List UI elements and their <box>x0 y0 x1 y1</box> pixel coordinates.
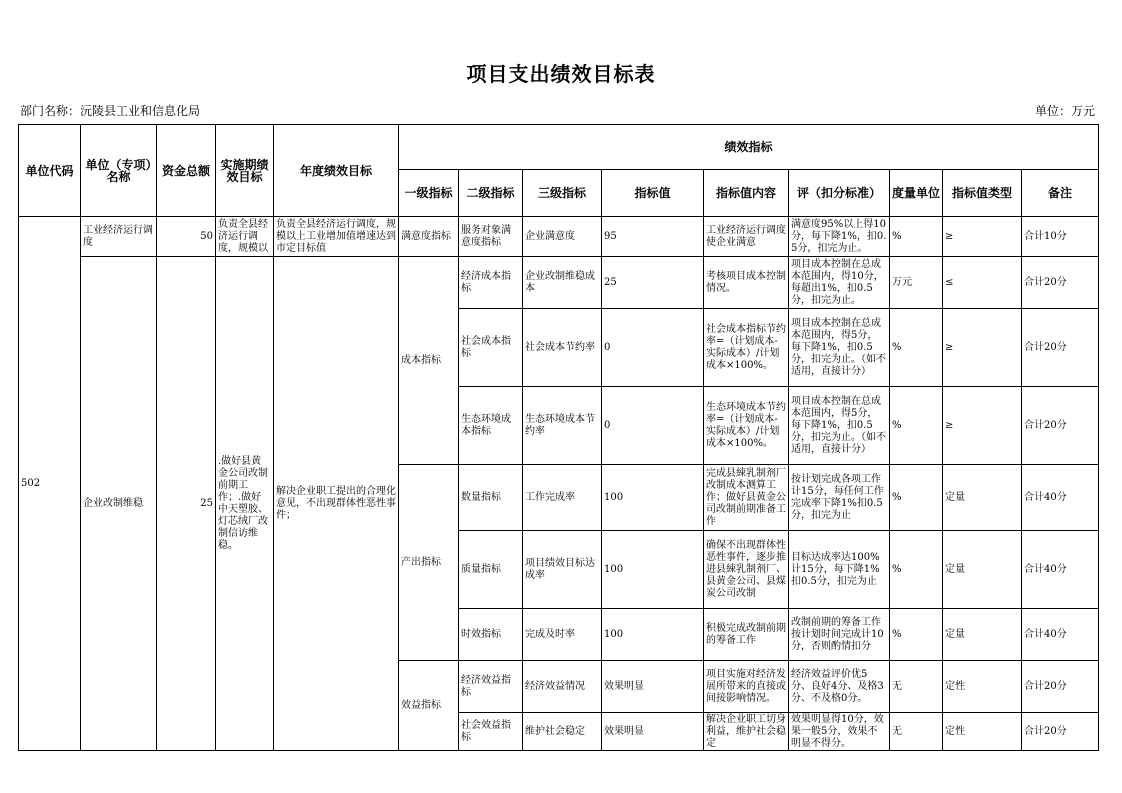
value-content-cell: 社会成本指标节约率=（计划成本-实际成本）/计划成本×100%。 <box>704 309 789 387</box>
department-name: 部门名称：沅陵县工业和信息化局 <box>20 104 201 118</box>
value-type-cell: ≥ <box>943 217 1022 257</box>
value-cell: 100 <box>602 465 704 531</box>
value-content-cell: 生态环境成本节约率=（计划成本-实际成本）/计划成本×100%。 <box>704 387 789 465</box>
header-level2: 二级指标 <box>459 170 523 217</box>
funds-cell: 50 <box>157 217 216 257</box>
value-type-cell: ≤ <box>943 257 1022 309</box>
value-type-cell: 定性 <box>943 661 1022 713</box>
header-level1: 一级指标 <box>399 170 459 217</box>
value-type-cell: ≥ <box>943 309 1022 387</box>
note-cell: 合计20分 <box>1022 387 1099 465</box>
criteria-cell: 项目成本控制在总成本范围内，得5分，每下降1%，扣0.5分，扣完为止。（如不适用，直接计分） <box>789 309 890 387</box>
measure-unit-cell: 万元 <box>890 257 943 309</box>
criteria-cell: 经济效益评价优5分、良好4分、及格3分、不及格0分。 <box>789 661 890 713</box>
header-indicators: 绩效指标 <box>399 125 1099 170</box>
performance-target-table <box>18 124 1099 751</box>
header-row-1 <box>19 125 1099 170</box>
value-cell: 25 <box>602 257 704 309</box>
note-cell: 合计20分 <box>1022 257 1099 309</box>
level2-cell: 生态环境成本指标 <box>459 387 523 465</box>
value-type-cell: 定量 <box>943 465 1022 531</box>
measure-unit-cell: 无 <box>890 713 943 751</box>
level2-cell: 数量指标 <box>459 465 523 531</box>
criteria-cell: 项目成本控制在总成本范围内，得5分，每下降1%，扣0.5分，扣完为止。（如不适用，直接计分） <box>789 387 890 465</box>
level1-cell: 成本指标 <box>399 257 459 465</box>
level3-cell: 完成及时率 <box>523 609 602 661</box>
header-funds: 资金总额 <box>157 125 216 217</box>
funds-cell: 25 <box>157 257 216 751</box>
criteria-cell: 按计划完成各项工作计15分，每任何工作完成率下降1%扣0.5分，扣完为止 <box>789 465 890 531</box>
measure-unit-cell: % <box>890 387 943 465</box>
criteria-cell: 项目成本控制在总成本范围内，得10分，每超出1%，扣0.5分，扣完为止。 <box>789 257 890 309</box>
value-type-cell: 定量 <box>943 531 1022 609</box>
value-content-cell: 确保不出现群体性恶性事件，逐步推进县綀乳制剂厂、县黄金公司、县煤炭公司改制 <box>704 531 789 609</box>
table-row <box>19 257 1099 309</box>
measure-unit-cell: 无 <box>890 661 943 713</box>
value-content-cell: 解决企业职工切身利益，维护社会稳定 <box>704 713 789 751</box>
table-row <box>19 217 1099 257</box>
header-value-content: 指标值内容 <box>704 170 789 217</box>
currency-unit: 单位：万元 <box>1034 104 1095 118</box>
level1-cell: 满意度指标 <box>399 217 459 257</box>
criteria-cell: 改制前期的筹备工作按计划时间完成计10分，否则酌情扣分 <box>789 609 890 661</box>
level3-cell: 企业满意度 <box>523 217 602 257</box>
project-name-cell: 工业经济运行调度 <box>81 217 157 257</box>
value-cell: 100 <box>602 609 704 661</box>
header-level3: 三级指标 <box>523 170 602 217</box>
value-cell: 100 <box>602 531 704 609</box>
value-cell: 0 <box>602 309 704 387</box>
impl-goal-cell: 负责全县经济运行调度，规模以 <box>216 217 274 257</box>
annual-goal-cell: 负责全县经济运行调度，规模以上工业增加值增速达到市定目标值 <box>274 217 399 257</box>
level2-cell: 服务对象满意度指标 <box>459 217 523 257</box>
level2-cell: 时效指标 <box>459 609 523 661</box>
level3-cell: 社会成本节约率 <box>523 309 602 387</box>
level2-cell: 社会效益指标 <box>459 713 523 751</box>
note-cell: 合计20分 <box>1022 713 1099 751</box>
header-impl-goal: 实施期绩效目标 <box>216 125 274 217</box>
level3-cell: 维护社会稳定 <box>523 713 602 751</box>
measure-unit-cell: % <box>890 609 943 661</box>
level3-cell: 工作完成率 <box>523 465 602 531</box>
criteria-cell: 目标达成率达100%计15分，每下降1%扣0.5分，扣完为止 <box>789 531 890 609</box>
value-content-cell: 项目实施对经济发展所带来的直接或间接影响情况。 <box>704 661 789 713</box>
level3-cell: 项目绩效目标达成率 <box>523 531 602 609</box>
header-unit-name: 单位（专项）名称 <box>81 125 157 217</box>
value-content-cell: 考核项目成本控制情况。 <box>704 257 789 309</box>
level2-cell: 经济效益指标 <box>459 661 523 713</box>
criteria-cell: 满意度95%以上得10分，每下降1%，扣0.5分，扣完为止。 <box>789 217 890 257</box>
note-cell: 合计40分 <box>1022 531 1099 609</box>
header-criteria: 评（扣分标准） <box>789 170 890 217</box>
measure-unit-cell: % <box>890 309 943 387</box>
header-unit-code: 单位代码 <box>19 125 81 217</box>
header-value: 指标值 <box>602 170 704 217</box>
note-cell: 合计10分 <box>1022 217 1099 257</box>
note-cell: 合计20分 <box>1022 661 1099 713</box>
header-note: 备注 <box>1022 170 1099 217</box>
value-content-cell: 完成县綀乳制剂厂改制成本测算工作；做好县黄金公司改制前期准备工作 <box>704 465 789 531</box>
level3-cell: 经济效益情况 <box>523 661 602 713</box>
measure-unit-cell: % <box>890 465 943 531</box>
note-cell: 合计40分 <box>1022 465 1099 531</box>
value-type-cell: 定性 <box>943 713 1022 751</box>
value-content-cell: 积极完成改制前期的筹备工作 <box>704 609 789 661</box>
level3-cell: 生态环境成本节约率 <box>523 387 602 465</box>
measure-unit-cell: % <box>890 531 943 609</box>
unit-code-cell: 502 <box>19 217 81 751</box>
value-cell: 效果明显 <box>602 713 704 751</box>
note-cell: 合计20分 <box>1022 309 1099 387</box>
note-cell: 合计40分 <box>1022 609 1099 661</box>
page-title: 项目支出绩效目标表 <box>466 62 656 86</box>
criteria-cell: 效果明显得10分，效果一般5分，效果不明显不得分。 <box>789 713 890 751</box>
project-name-cell: 企业改制维稳 <box>81 257 157 751</box>
level2-cell: 经济成本指标 <box>459 257 523 309</box>
annual-goal-cell: 解决企业职工提出的合理化意见，不出现群体性恶性事件； <box>274 257 399 751</box>
level2-cell: 质量指标 <box>459 531 523 609</box>
header-annual-goal: 年度绩效目标 <box>274 125 399 217</box>
value-cell: 效果明显 <box>602 661 704 713</box>
impl-goal-cell: .做好县黄金公司改制前期工作；.做好中天塑胶、灯芯绒厂改制信访维稳。 <box>216 257 274 751</box>
value-type-cell: 定量 <box>943 609 1022 661</box>
measure-unit-cell: % <box>890 217 943 257</box>
level2-cell: 社会成本指标 <box>459 309 523 387</box>
level3-cell: 企业改制维稳成本 <box>523 257 602 309</box>
value-cell: 0 <box>602 387 704 465</box>
level1-cell: 产出指标 <box>399 465 459 661</box>
header-value-type: 指标值类型 <box>943 170 1022 217</box>
value-content-cell: 工业经济运行调度使企业满意 <box>704 217 789 257</box>
header-measure-unit: 度量单位 <box>890 170 943 217</box>
level1-cell: 效益指标 <box>399 661 459 751</box>
value-type-cell: ≥ <box>943 387 1022 465</box>
value-cell: 95 <box>602 217 704 257</box>
